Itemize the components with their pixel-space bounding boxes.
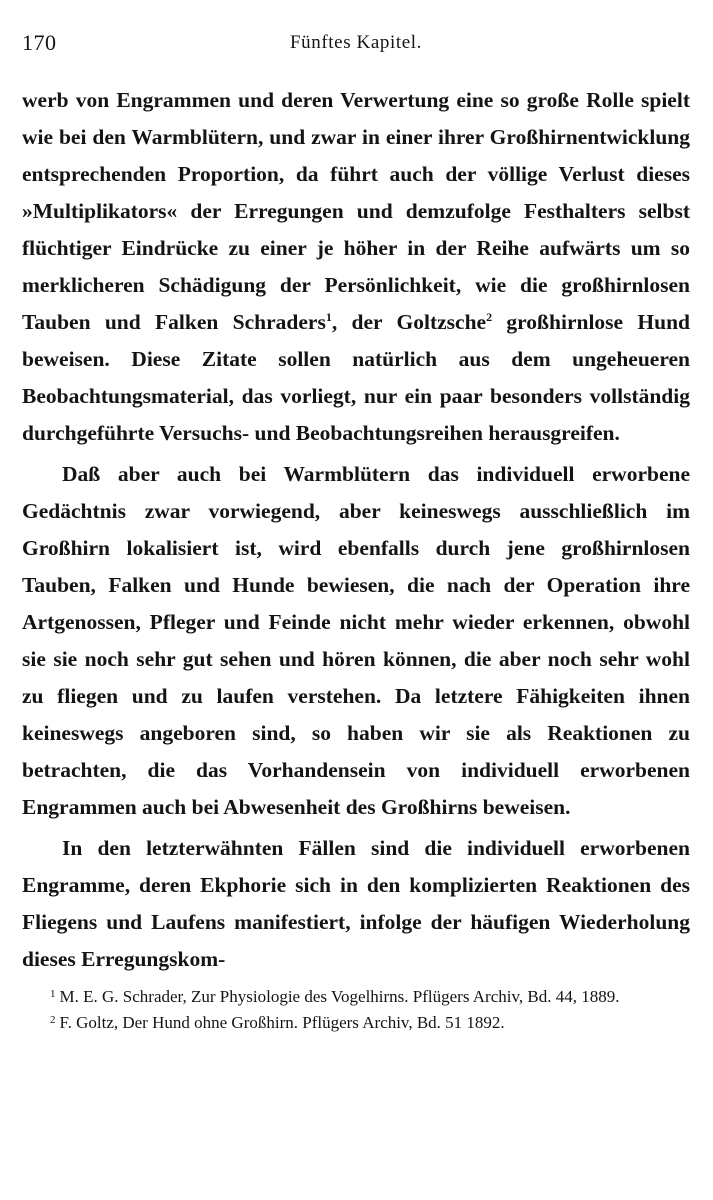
- footnote-2: [22, 1010, 690, 1036]
- paragraph-text: werb von Engrammen und deren Verwertung eine so große Rolle spielt wie bei den Warmblütern, und zwar in einer ihrer Großhirnentwicklung entsprechenden Proportion, da führt auch der völlige Verlust dieses »Multiplikators« der Erregungen und demzufolge Festhalters selbst flüchtiger Eindrücke zu einer je höher in der Reihe aufwärts um so merklicheren Schädigung der Persönlichkeit, wie die großhirnlosen Tauben und Falken Schraders: [22, 88, 690, 334]
- footnotes: [22, 984, 690, 1036]
- page-number: 170: [22, 30, 57, 55]
- body-text: [22, 82, 690, 978]
- footnote-marker: 2: [50, 1014, 56, 1026]
- footnote-reference-1: 1: [325, 310, 332, 324]
- chapter-title: Fünftes Kapitel.: [289, 32, 423, 53]
- paragraph-text: , der Goltzsche: [331, 310, 487, 334]
- paragraph: Daß aber auch bei Warmblütern das individuell erworbene Gedächtnis zwar vorwiegend, aber keineswegs ausschließlich im Großhirn lokalisiert ist, wird ebenfalls durch jene großhirnlosen Tauben, Falken und Hunde bewiesen, die nach der Operation ihre Artgenossen, Pfleger und Feinde nicht mehr wieder erkennen, obwohl sie sie noch sehr gut sehen und hören können, die aber noch sehr wohl zu fliegen und zu laufen verstehen. Da letztere Fähigkeiten ihnen keineswegs angeboren sind, so haben wir sie als Reaktionen zu betrachten, die das Vorhandensein von individuell erworbenen Engrammen auch bei Abwesenheit des Großhirns beweisen.: [22, 462, 690, 819]
- footnote-text: F. Goltz, Der Hund ohne Großhirn. Pflügers Archiv, Bd. 51 1892.: [59, 1013, 505, 1032]
- footnote-reference-2: 2: [486, 310, 493, 324]
- book-page: [22, 28, 690, 1036]
- running-head: [22, 28, 690, 66]
- footnote-marker: 1: [50, 988, 56, 1000]
- footnote-text: M. E. G. Schrader, Zur Physiologie des Vogelhirns. Pflügers Archiv, Bd. 44, 1889.: [59, 987, 620, 1006]
- paragraph: In den letzterwähnten Fällen sind die individuell erworbenen Engramme, deren Ekphorie sich in den komplizierten Reaktionen des Fliegens und Laufens manifestiert, infolge der häufigen Wiederholung dieses Erregungskom-: [22, 836, 690, 971]
- footnote-1: [22, 984, 690, 1010]
- paragraph-text: großhirnlose Hund beweisen. Diese Zitate sollen natürlich aus dem ungeheueren Beobachtungsmaterial, das vorliegt, nur ein paar besonders vollständig durchgeführte Versuchs- und Beobachtungsreihen herausgreifen.: [22, 310, 690, 445]
- paragraph-continued: [22, 82, 690, 452]
